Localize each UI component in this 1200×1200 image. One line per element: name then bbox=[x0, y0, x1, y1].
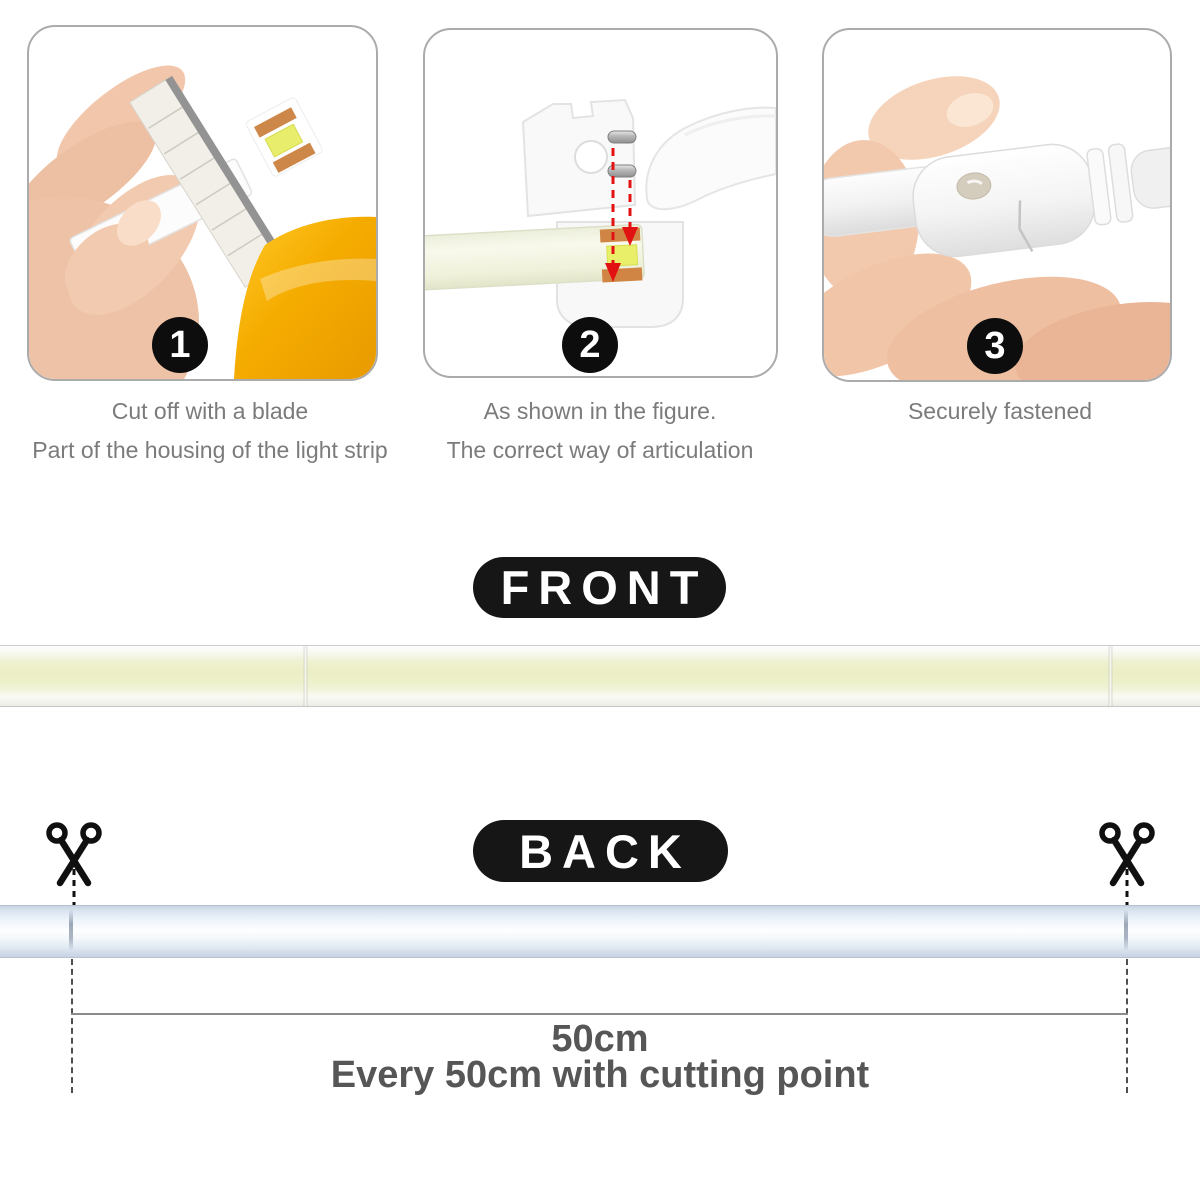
step-3-photo bbox=[822, 28, 1172, 382]
step-3-caption bbox=[800, 392, 1200, 431]
cutting-point-mark bbox=[69, 910, 73, 950]
front-label-pill bbox=[473, 557, 726, 618]
back-label: BACK bbox=[519, 824, 691, 878]
step-2-photo bbox=[423, 28, 778, 378]
cutting-point-mark bbox=[1124, 910, 1128, 950]
step-1-caption bbox=[5, 392, 415, 470]
front-label: FRONT bbox=[500, 561, 708, 614]
back-label-pill bbox=[473, 820, 728, 882]
step-3-badge: 3 bbox=[967, 318, 1023, 374]
caption-line-1: As shown in the figure. bbox=[483, 398, 717, 424]
cutting-note: Every 50cm with cutting point bbox=[330, 1054, 870, 1096]
step-1-badge: 1 bbox=[152, 317, 208, 373]
scissors-icon bbox=[1098, 821, 1156, 905]
measurement-line bbox=[71, 1013, 1128, 1015]
strip-seam bbox=[1108, 646, 1113, 706]
scissors-icon bbox=[45, 821, 103, 905]
caption-line-1: Cut off with a blade bbox=[111, 398, 309, 424]
caption-line-2: The correct way of articulation bbox=[446, 437, 754, 463]
step-1-photo bbox=[27, 25, 378, 381]
step-2-badge: 2 bbox=[562, 317, 618, 373]
caption-line-1: Securely fastened bbox=[907, 398, 1093, 424]
strip-seam bbox=[303, 646, 308, 706]
front-strip-image bbox=[0, 645, 1200, 707]
caption-line-2: Part of the housing of the light strip bbox=[32, 437, 388, 463]
step-2-caption bbox=[420, 392, 780, 470]
distance-label: 50cm bbox=[551, 1018, 649, 1060]
blade-cut-illustration bbox=[29, 27, 376, 379]
back-strip-image bbox=[0, 905, 1200, 958]
